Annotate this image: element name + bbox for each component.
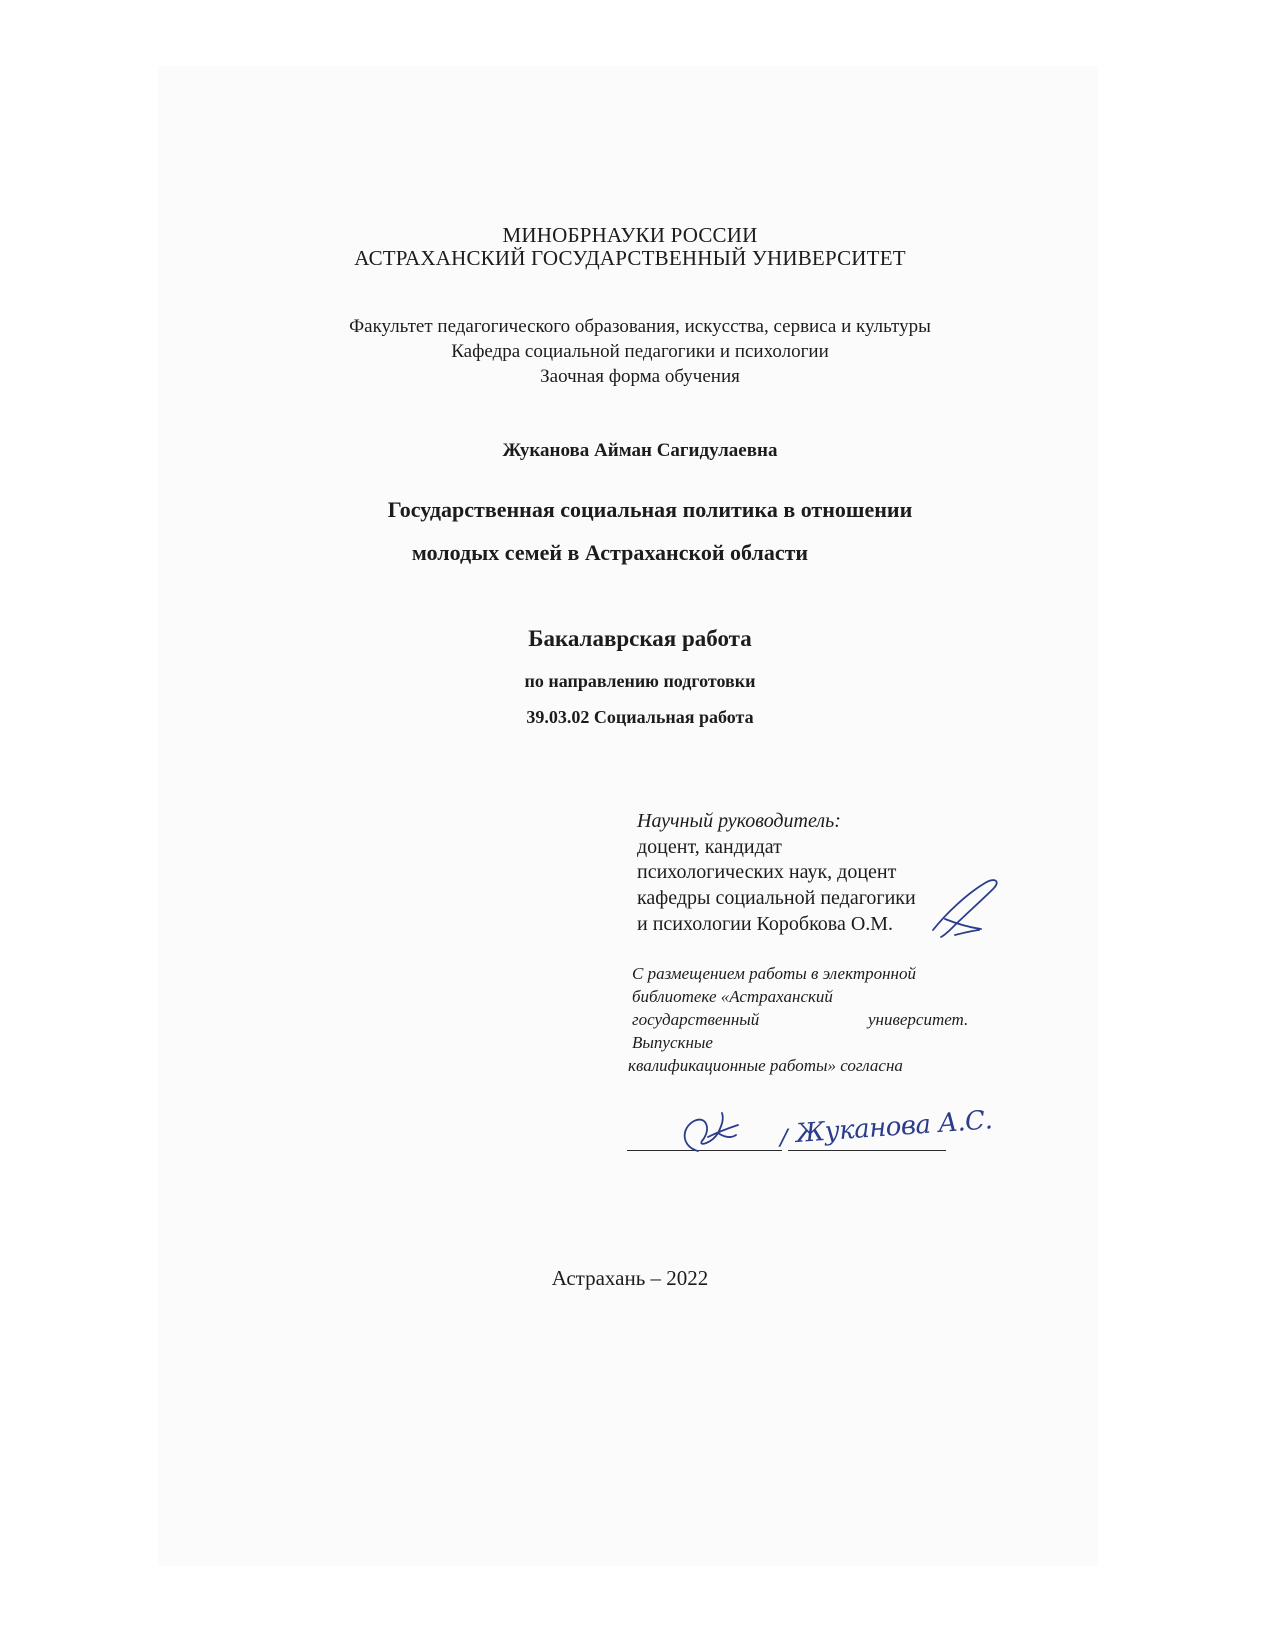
author-name: Жуканова Айман Сагидулаевна (502, 440, 778, 461)
name-line (788, 1150, 946, 1151)
consent-line: С размещением работы в электронной (632, 964, 916, 983)
supervisor-line: психологических наук, доцент (637, 861, 897, 883)
consent-line: государственный (632, 1010, 760, 1029)
supervisor-line: и психологии Коробкова О.М. (637, 913, 894, 935)
supervisor-line: доцент, кандидат (637, 836, 782, 858)
thesis-title-line-2: молодых семей в Астраханской области (411, 540, 809, 565)
direction-code: 39.03.02 Социальная работа (526, 707, 754, 727)
direction-label: по направлению подготовки (524, 671, 756, 691)
consent-line: библиотеке «Астраханский (632, 987, 833, 1006)
work-type: Бакалаврская работа (528, 626, 752, 651)
author-signature-name: Жуканова А.С. (794, 1105, 994, 1149)
study-form: Заочная форма обучения (540, 366, 740, 387)
supervisor-line: кафедры социальной педагогики (637, 887, 916, 909)
author-signature (672, 1107, 752, 1159)
supervisor-signature (915, 875, 1015, 945)
paper-sheet (158, 66, 1098, 1566)
faculty-name: Факультет педагогического образования, искусства, сервиса и культуры (349, 316, 931, 337)
ministry-name: МИНОБРНАУКИ РОССИИ (502, 223, 758, 247)
consent-line: университет. (868, 1010, 969, 1029)
thesis-title-line-1: Государственная социальная политика в отношении (387, 497, 913, 522)
chair-name: Кафедра социальной педагогики и психологии (451, 341, 829, 362)
supervisor-heading: Научный руководитель: (637, 810, 841, 832)
city-year: Астрахань – 2022 (551, 1266, 709, 1290)
consent-line: квалификационные работы» согласна (628, 1056, 903, 1075)
university-name: АСТРАХАНСКИЙ ГОСУДАРСТВЕННЫЙ УНИВЕРСИТЕТ (354, 246, 906, 270)
consent-line: Выпускные (632, 1033, 713, 1052)
signature-separator: / (780, 1126, 788, 1151)
